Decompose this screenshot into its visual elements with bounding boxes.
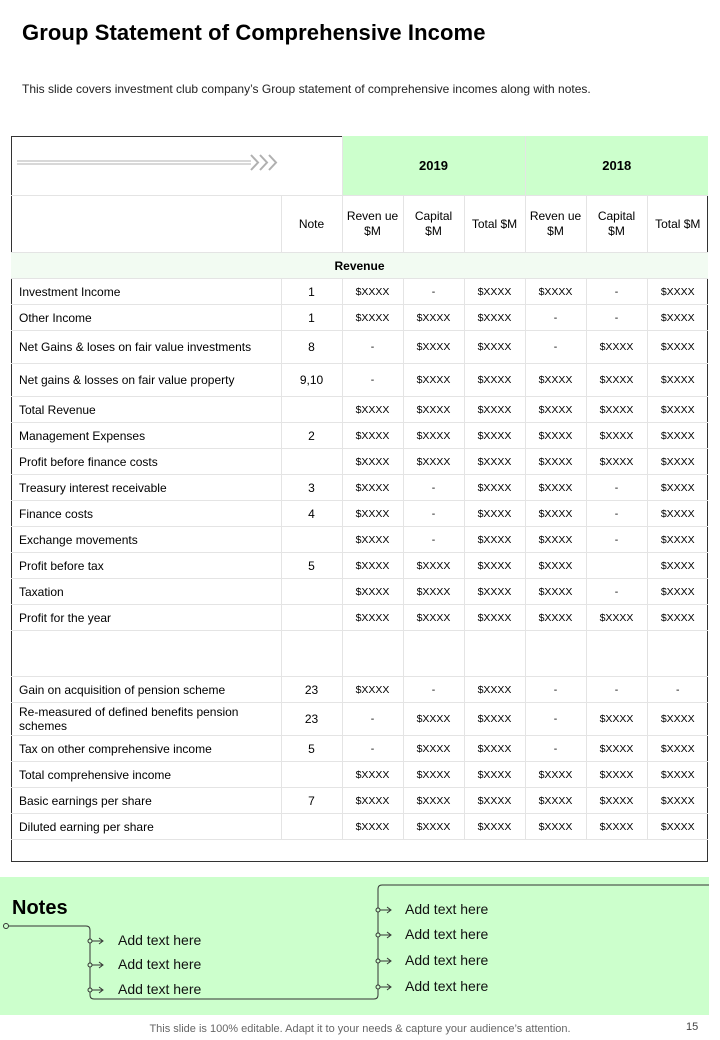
row-note: 5: [281, 553, 342, 579]
note-item-left: Add text here: [118, 981, 202, 997]
row-value: $XXXX: [464, 364, 525, 397]
column-header: Total $M: [464, 196, 525, 253]
column-header: Capital $M: [586, 196, 647, 253]
row-value: $XXXX: [464, 605, 525, 631]
row-value: -: [342, 736, 403, 762]
table-row: [11, 677, 708, 703]
row-value: $XXXX: [647, 553, 708, 579]
row-value: $XXXX: [464, 449, 525, 475]
row-value: $XXXX: [342, 553, 403, 579]
arrow-right-icon: [380, 984, 391, 990]
row-value: -: [403, 527, 464, 553]
table-row: [11, 736, 708, 762]
row-value: $XXXX: [342, 449, 403, 475]
page-title: Group Statement of Comprehensive Income: [22, 20, 486, 45]
row-value: $XXXX: [647, 579, 708, 605]
row-label: Treasury interest receivable: [11, 475, 281, 501]
row-label: Management Expenses: [11, 423, 281, 449]
row-value: $XXXX: [342, 305, 403, 331]
table-row: [11, 762, 708, 788]
row-value: $XXXX: [464, 677, 525, 703]
row-value: $XXXX: [525, 527, 586, 553]
row-value: $XXXX: [525, 364, 586, 397]
column-header: Total $M: [647, 196, 708, 253]
row-value: $XXXX: [403, 788, 464, 814]
row-note: 9,10: [281, 364, 342, 397]
label-header-blank: [11, 196, 281, 253]
connector-node-icon: [376, 959, 380, 963]
year-header-2018: 2018: [525, 136, 708, 196]
row-value: $XXXX: [525, 279, 586, 305]
row-note: 5: [281, 736, 342, 762]
row-value: $XXXX: [403, 579, 464, 605]
row-value: -: [403, 677, 464, 703]
row-value: -: [586, 305, 647, 331]
notes-connector-lines: [0, 877, 709, 1015]
row-value: $XXXX: [342, 762, 403, 788]
arrow-right-icon: [92, 938, 103, 944]
income-statement-table-frame: [11, 136, 708, 862]
row-note: 1: [281, 305, 342, 331]
row-value: $XXXX: [586, 605, 647, 631]
row-value: $XXXX: [647, 397, 708, 423]
arrow-right-icon: [380, 932, 391, 938]
table-row: [11, 279, 708, 305]
row-note: [281, 814, 342, 840]
table-row: [11, 449, 708, 475]
row-value: $XXXX: [647, 762, 708, 788]
connector-node-icon: [88, 939, 92, 943]
row-value: $XXXX: [464, 305, 525, 331]
row-value: $XXXX: [647, 331, 708, 364]
table-row: [11, 788, 708, 814]
table-header-corner: [11, 136, 342, 196]
arrow-right-icon: [380, 958, 391, 964]
row-label: Total Revenue: [11, 397, 281, 423]
row-value: $XXXX: [586, 703, 647, 736]
connector-node-icon: [88, 963, 92, 967]
row-value: $XXXX: [464, 527, 525, 553]
row-label: Exchange movements: [11, 527, 281, 553]
notes-title: Notes: [12, 897, 68, 919]
row-value: $XXXX: [647, 449, 708, 475]
arrow-right-icon: [380, 907, 391, 913]
note-item-right: Add text here: [405, 952, 489, 968]
row-value: $XXXX: [647, 475, 708, 501]
row-value: $XXXX: [647, 736, 708, 762]
row-label: Net Gains & loses on fair value investments: [11, 331, 281, 364]
column-header: Reven ue $M: [525, 196, 586, 253]
row-value: -: [525, 703, 586, 736]
row-value: [586, 553, 647, 579]
row-value: $XXXX: [525, 579, 586, 605]
row-value: $XXXX: [342, 397, 403, 423]
row-value: $XXXX: [342, 475, 403, 501]
row-value: $XXXX: [403, 736, 464, 762]
row-label: Profit for the year: [11, 605, 281, 631]
table-row: [11, 364, 708, 397]
row-note: 3: [281, 475, 342, 501]
row-label: Finance costs: [11, 501, 281, 527]
spacer-row: [11, 631, 708, 677]
row-value: $XXXX: [586, 814, 647, 840]
row-value: $XXXX: [647, 703, 708, 736]
row-note: 23: [281, 677, 342, 703]
row-note: 1: [281, 279, 342, 305]
connector-node-icon: [88, 988, 92, 992]
row-value: -: [586, 579, 647, 605]
row-value: $XXXX: [586, 736, 647, 762]
row-value: $XXXX: [525, 423, 586, 449]
table-row: [11, 423, 708, 449]
connector-node-icon: [376, 985, 380, 989]
note-item-right: Add text here: [405, 926, 489, 942]
notes-panel: [0, 877, 709, 1015]
row-label: Total comprehensive income: [11, 762, 281, 788]
row-value: $XXXX: [403, 553, 464, 579]
table-row: [11, 579, 708, 605]
row-value: -: [525, 677, 586, 703]
row-value: $XXXX: [342, 814, 403, 840]
section-label-revenue: Revenue: [11, 253, 708, 279]
row-value: $XXXX: [525, 501, 586, 527]
column-header: Reven ue $M: [342, 196, 403, 253]
row-value: $XXXX: [403, 423, 464, 449]
row-label: Tax on other comprehensive income: [11, 736, 281, 762]
row-value: $XXXX: [403, 703, 464, 736]
row-note: 8: [281, 331, 342, 364]
row-value: $XXXX: [403, 814, 464, 840]
row-value: $XXXX: [464, 501, 525, 527]
row-value: $XXXX: [464, 814, 525, 840]
row-label: Profit before finance costs: [11, 449, 281, 475]
row-value: -: [403, 501, 464, 527]
note-item-right: Add text here: [405, 901, 489, 917]
row-value: $XXXX: [342, 423, 403, 449]
row-value: $XXXX: [464, 762, 525, 788]
row-value: $XXXX: [464, 279, 525, 305]
row-value: $XXXX: [586, 449, 647, 475]
row-value: $XXXX: [647, 814, 708, 840]
row-value: $XXXX: [525, 762, 586, 788]
row-note: [281, 762, 342, 788]
row-value: -: [586, 677, 647, 703]
row-value: $XXXX: [525, 605, 586, 631]
row-value: -: [342, 703, 403, 736]
footer-text: This slide is 100% editable. Adapt it to your needs & capture your audience’s attention.: [149, 1023, 571, 1035]
row-label: Investment Income: [11, 279, 281, 305]
income-statement-table: [11, 136, 708, 840]
table-row: [11, 501, 708, 527]
note-column-header: Note: [281, 196, 342, 253]
row-label: Profit before tax: [11, 553, 281, 579]
row-value: $XXXX: [403, 449, 464, 475]
row-label: Other Income: [11, 305, 281, 331]
row-value: $XXXX: [464, 703, 525, 736]
row-label: Diluted earning per share: [11, 814, 281, 840]
arrow-right-icon: [92, 987, 103, 993]
row-value: $XXXX: [586, 762, 647, 788]
row-value: $XXXX: [647, 605, 708, 631]
row-value: -: [342, 331, 403, 364]
row-value: -: [586, 527, 647, 553]
row-value: $XXXX: [403, 364, 464, 397]
row-value: $XXXX: [403, 605, 464, 631]
row-value: $XXXX: [647, 527, 708, 553]
row-value: $XXXX: [342, 788, 403, 814]
row-note: 2: [281, 423, 342, 449]
row-value: $XXXX: [525, 449, 586, 475]
row-label: Gain on acquisition of pension scheme: [11, 677, 281, 703]
row-value: $XXXX: [342, 501, 403, 527]
row-value: $XXXX: [464, 331, 525, 364]
table-row: [11, 814, 708, 840]
row-value: $XXXX: [647, 423, 708, 449]
row-value: $XXXX: [403, 331, 464, 364]
row-value: $XXXX: [586, 788, 647, 814]
row-value: $XXXX: [464, 736, 525, 762]
row-value: -: [525, 331, 586, 364]
row-value: -: [586, 501, 647, 527]
row-note: 23: [281, 703, 342, 736]
row-value: $XXXX: [464, 579, 525, 605]
note-item-left: Add text here: [118, 932, 202, 948]
row-value: -: [403, 279, 464, 305]
row-value: $XXXX: [342, 579, 403, 605]
row-value: $XXXX: [525, 475, 586, 501]
row-value: $XXXX: [586, 364, 647, 397]
row-value: $XXXX: [525, 397, 586, 423]
row-value: -: [403, 475, 464, 501]
row-note: [281, 579, 342, 605]
table-row: [11, 527, 708, 553]
row-value: $XXXX: [342, 527, 403, 553]
table-row: [11, 553, 708, 579]
row-value: $XXXX: [647, 501, 708, 527]
row-note: [281, 527, 342, 553]
table-row: [11, 305, 708, 331]
row-value: $XXXX: [464, 397, 525, 423]
table-row: [11, 703, 708, 736]
chevron-arrow-decoration: [11, 136, 287, 192]
row-value: $XXXX: [342, 279, 403, 305]
year-header-2019: 2019: [342, 136, 525, 196]
row-value: $XXXX: [342, 677, 403, 703]
row-value: $XXXX: [403, 305, 464, 331]
row-value: $XXXX: [647, 788, 708, 814]
row-value: $XXXX: [464, 788, 525, 814]
row-label: Taxation: [11, 579, 281, 605]
page-subtitle: This slide covers investment club company’s Group statement of comprehensive incomes along with notes.: [22, 82, 591, 96]
table-row: [11, 605, 708, 631]
row-value: -: [647, 677, 708, 703]
row-value: $XXXX: [586, 331, 647, 364]
table-row: [11, 475, 708, 501]
row-value: $XXXX: [342, 605, 403, 631]
table-row: [11, 397, 708, 423]
row-note: 7: [281, 788, 342, 814]
connector-node-icon: [376, 933, 380, 937]
row-value: $XXXX: [586, 397, 647, 423]
table-row: [11, 331, 708, 364]
row-value: $XXXX: [586, 423, 647, 449]
row-label: Net gains & losses on fair value property: [11, 364, 281, 397]
row-value: $XXXX: [525, 814, 586, 840]
arrow-right-icon: [92, 962, 103, 968]
row-label: Re-measured of defined benefits pension schemes: [11, 703, 281, 736]
connector-node-icon: [376, 908, 380, 912]
row-value: -: [525, 305, 586, 331]
row-value: $XXXX: [464, 475, 525, 501]
row-value: $XXXX: [525, 788, 586, 814]
row-value: $XXXX: [464, 553, 525, 579]
row-value: $XXXX: [464, 423, 525, 449]
note-item-left: Add text here: [118, 956, 202, 972]
row-value: -: [586, 279, 647, 305]
row-note: 4: [281, 501, 342, 527]
row-value: $XXXX: [525, 553, 586, 579]
row-note: [281, 397, 342, 423]
row-value: $XXXX: [403, 397, 464, 423]
row-value: $XXXX: [647, 305, 708, 331]
row-note: [281, 605, 342, 631]
row-value: -: [525, 736, 586, 762]
row-value: $XXXX: [647, 364, 708, 397]
row-note: [281, 449, 342, 475]
row-value: $XXXX: [647, 279, 708, 305]
row-label: Basic earnings per share: [11, 788, 281, 814]
row-value: -: [342, 364, 403, 397]
page-number: 15: [686, 1021, 699, 1033]
column-header: Capital $M: [403, 196, 464, 253]
row-value: $XXXX: [403, 762, 464, 788]
note-item-right: Add text here: [405, 978, 489, 994]
row-value: -: [586, 475, 647, 501]
